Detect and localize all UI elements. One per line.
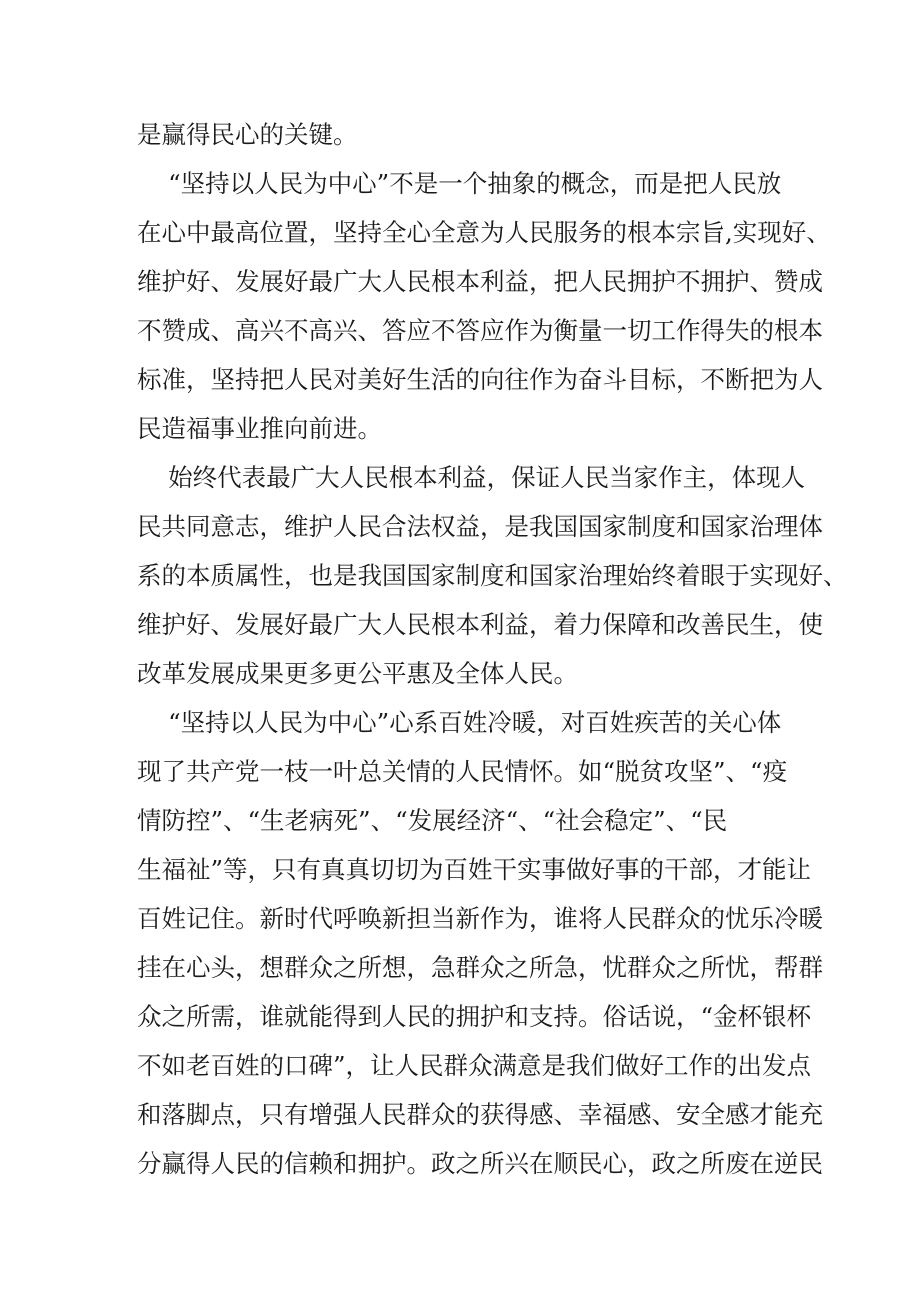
text-line: 民共同意志，维护人民合法权益，是我国国家制度和国家治理体 [137, 512, 823, 541]
text-line: 改革发展成果更多更公平惠及全体人民。 [137, 659, 578, 688]
text-line: 挂在心头，想群众之所想，急群众之所急，忧群众之所忧，帮群 [137, 953, 823, 982]
text-line: 维护好、发展好最广大人民根本利益，把人民拥护不拥护、赞成 [137, 267, 823, 296]
text-line: 生福祉”等，只有真真切切为百姓干实事做好事的干部，才能让 [137, 855, 812, 884]
text-line: 不赞成、高兴不高兴、答应不答应作为衡量一切工作得失的根本 [137, 316, 823, 345]
text-line: 始终代表最广大人民根本利益，保证人民当家作主，体现人 [137, 463, 806, 492]
text-line: 和落脚点，只有增强人民群众的获得感、幸福感、安全感才能充 [137, 1100, 823, 1129]
text-line: 情防控”、“生老病死”、“发展经济“、“社会稳定”、“民 [137, 806, 728, 835]
text-line: 现了共产党一枝一叶总关情的人民情怀。如“脱贫攻坚”、“疫 [137, 757, 788, 786]
text-line: 民造福事业推向前进。 [137, 414, 382, 443]
text-line: 在心中最高位置，坚持全心全意为人民服务的根本宗旨,实现好、 [137, 218, 831, 247]
text-line: 维护好、发展好最广大人民根本利益，着力保障和改善民生，使 [137, 610, 823, 639]
text-line: “坚持以人民为中心”不是一个抽象的概念，而是把人民放 [137, 169, 782, 198]
text-line: 众之所需，谁就能得到人民的拥护和支持。俗话说，“金杯银杯 [137, 1002, 812, 1031]
text-line: 是赢得民心的关键。 [137, 120, 358, 149]
text-line: “坚持以人民为中心”心系百姓冷暖，对百姓疾苦的关心体 [137, 708, 782, 737]
text-line: 系的本质属性，也是我国国家制度和国家治理始终着眼于实现好、 [137, 561, 848, 590]
text-line: 不如老百姓的口碑”，让人民群众满意是我们做好工作的出发点 [137, 1051, 812, 1080]
text-line: 标准，坚持把人民对美好生活的向往作为奋斗目标，不断把为人 [137, 365, 823, 394]
text-line: 分赢得人民的信赖和拥护。政之所兴在顺民心，政之所废在逆民 [137, 1149, 823, 1178]
text-line: 百姓记住。新时代呼唤新担当新作为，谁将人民群众的忧乐冷暖 [137, 904, 823, 933]
